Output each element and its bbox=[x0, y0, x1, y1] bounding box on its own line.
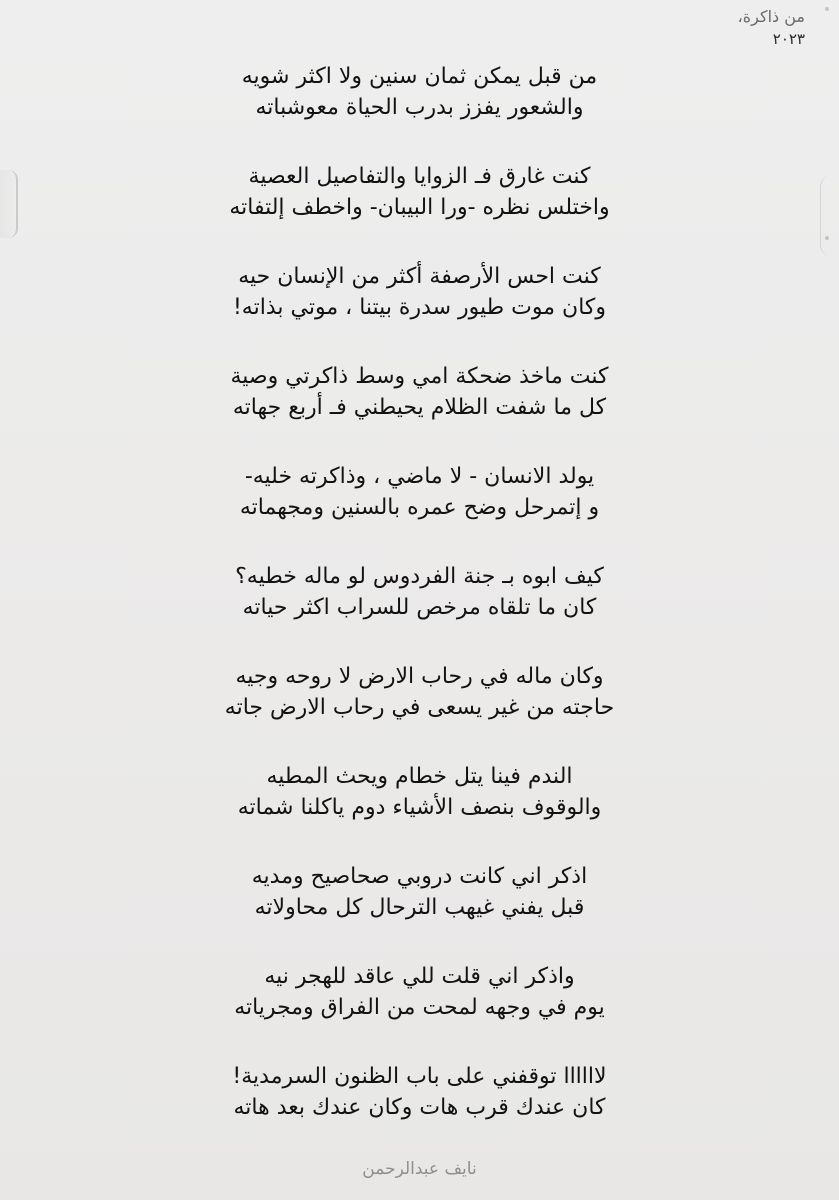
poem-line: لاااااا توقفني على باب الظنون السرمدية! bbox=[232, 1064, 607, 1089]
poem-line: الندم فينا يتل خطام ويحث المطيه bbox=[266, 764, 573, 789]
poem-line: من قبل يمكن ثمان سنين ولا اكثر شويه bbox=[241, 64, 598, 89]
paper-dot-mark bbox=[825, 7, 829, 11]
poem bbox=[0, 61, 839, 1161]
poem-line: و إتمرحل وضح عمره بالسنين ومجهماته bbox=[239, 495, 600, 520]
author-signature: نايف عبدالرحمن bbox=[362, 1159, 477, 1179]
stanza-1 bbox=[0, 61, 839, 161]
poem-line: واذكر اني قلت للي عاقد للهجر نيه bbox=[264, 964, 575, 989]
stanza-3 bbox=[0, 261, 839, 361]
poem-line: والوقوف بنصف الأشياء دوم ياكلنا شماته bbox=[237, 795, 602, 820]
poem-line: اذكر اني كانت دروبي صحاصيح ومديه bbox=[251, 864, 588, 889]
stanza-5 bbox=[0, 461, 839, 561]
stanza-4 bbox=[0, 361, 839, 461]
header bbox=[665, 6, 805, 50]
poem-line: يوم في وجهه لمحت من الفراق ومجرياته bbox=[234, 995, 605, 1020]
poem-line: كنت احس الأرصفة أكثر من الإنسان حيه bbox=[238, 264, 601, 289]
header-title: من ذاكرة، bbox=[737, 7, 805, 26]
stanza-6 bbox=[0, 561, 839, 661]
header-year: ٢٠٢٣ bbox=[772, 30, 805, 48]
poem-line: كنت ماخذ ضحكة امي وسط ذاكرتي وصية bbox=[230, 364, 609, 389]
stanza-2 bbox=[0, 161, 839, 261]
poem-line: واختلس نظره -ورا البيبان- واخطف إلتفاته bbox=[229, 195, 610, 220]
poem-line: يولد الانسان - لا ماضي ، وذاكرته خليه- bbox=[244, 464, 595, 489]
stanza-11 bbox=[0, 1061, 839, 1161]
stanza-8 bbox=[0, 761, 839, 861]
poem-line: كنت غارق فـ الزوايا والتفاصيل العصية bbox=[248, 164, 591, 189]
poem-line: وكان موت طيور سدرة بيتنا ، موتي بذاته! bbox=[232, 295, 606, 320]
poem-line: وكان ماله في رحاب الارض لا روحه وجيه bbox=[235, 664, 604, 689]
poem-line: كان عندك قرب هات وكان عندك بعد هاته bbox=[233, 1095, 606, 1120]
poem-line: كيف ابوه بـ جنة الفردوس لو ماله خطيه؟ bbox=[235, 564, 604, 589]
poem-line: كل ما شفت الظلام يحيطني فـ أربع جهاته bbox=[232, 395, 607, 420]
poem-line: كان ما تلقاه مرخص للسراب اكثر حياته bbox=[242, 595, 597, 620]
poem-line: قبل يفني غيهب الترحال كل محاولاته bbox=[254, 895, 585, 920]
stanza-7 bbox=[0, 661, 839, 761]
stanza-9 bbox=[0, 861, 839, 961]
poem-line: حاجته من غير يسعى في رحاب الارض جاته bbox=[224, 695, 615, 720]
stanza-10 bbox=[0, 961, 839, 1061]
poem-line: والشعور يفزز بدرب الحياة معوشباته bbox=[255, 95, 584, 120]
